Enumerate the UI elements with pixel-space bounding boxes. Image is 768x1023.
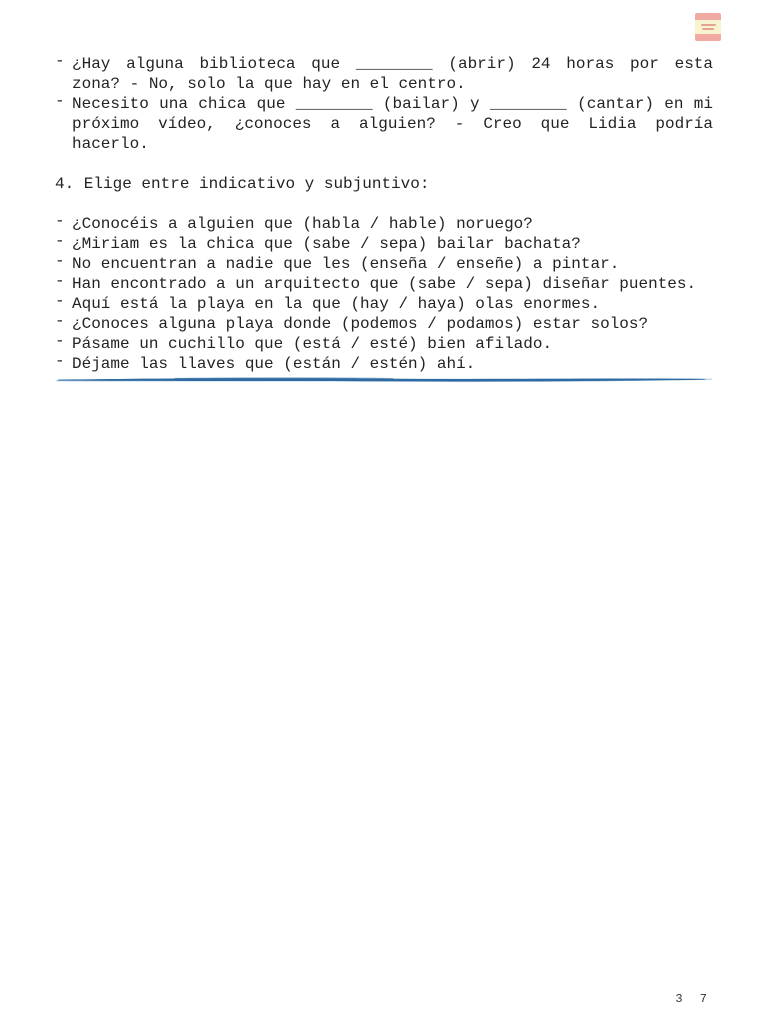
intro-bullet-item (55, 54, 713, 94)
bullet-dash: - (55, 52, 65, 70)
exercise-heading: 4. Elige entre indicativo y subjuntivo: (55, 175, 430, 193)
exercise-item (55, 214, 713, 234)
exercise-item (55, 294, 713, 314)
exercise-item (55, 254, 713, 274)
worksheet-content (55, 54, 713, 387)
exercise-list (55, 214, 713, 374)
bullet-text: Aquí está la playa en la que (hay / haya) olas enormes. (72, 295, 601, 313)
exercise-item (55, 334, 713, 354)
logo-text-squiggle (702, 28, 714, 30)
logo-text-squiggle (701, 24, 716, 26)
exercise-item (55, 314, 713, 334)
bullet-text: ¿Miriam es la chica que (sabe / sepa) bailar bachata? (72, 235, 581, 253)
bullet-dash: - (55, 352, 65, 370)
bullet-dash: - (55, 92, 65, 110)
bullet-dash: - (55, 252, 65, 270)
flag-red-band (695, 13, 721, 20)
bullet-text: Pásame un cuchillo que (está / esté) bien afilado. (72, 335, 553, 353)
exercise-item (55, 274, 713, 294)
bullet-dash: - (55, 212, 65, 230)
bullet-dash: - (55, 332, 65, 350)
bullet-text: ¿Hay alguna biblioteca que ________ (abrir) 24 horas por esta zona? - No, solo la que hay en el centro. (72, 55, 713, 93)
bullet-dash: - (55, 312, 65, 330)
intro-bullet-item (55, 94, 713, 154)
bullet-dash: - (55, 292, 65, 310)
spanish-flag-stamp-logo (695, 13, 721, 41)
flag-red-band (695, 34, 721, 41)
bullet-text: No encuentran a nadie que les (enseña / enseñe) a pintar. (72, 255, 620, 273)
bullet-dash: - (55, 232, 65, 250)
bullet-text: Déjame las llaves que (están / estén) ahí. (72, 355, 476, 373)
bullet-text: Necesito una chica que ________ (bailar) y ________ (cantar) en mi próximo vídeo, ¿conoces a alguien? - Creo que Lidia podría hacerlo. (72, 95, 713, 153)
page-number: 3 7 (675, 992, 712, 1006)
bullet-text: Han encontrado a un arquitecto que (sabe / sepa) diseñar puentes. (72, 275, 697, 293)
bullet-dash: - (55, 272, 65, 290)
flag-yellow-band (695, 20, 721, 34)
watercolor-divider-line (54, 373, 714, 387)
intro-exercise-block (55, 54, 713, 154)
exercise-item (55, 354, 713, 374)
bullet-text: ¿Conoces alguna playa donde (podemos / podamos) estar solos? (72, 315, 649, 333)
exercise-item (55, 234, 713, 254)
bullet-text: ¿Conocéis a alguien que (habla / hable) noruego? (72, 215, 533, 233)
